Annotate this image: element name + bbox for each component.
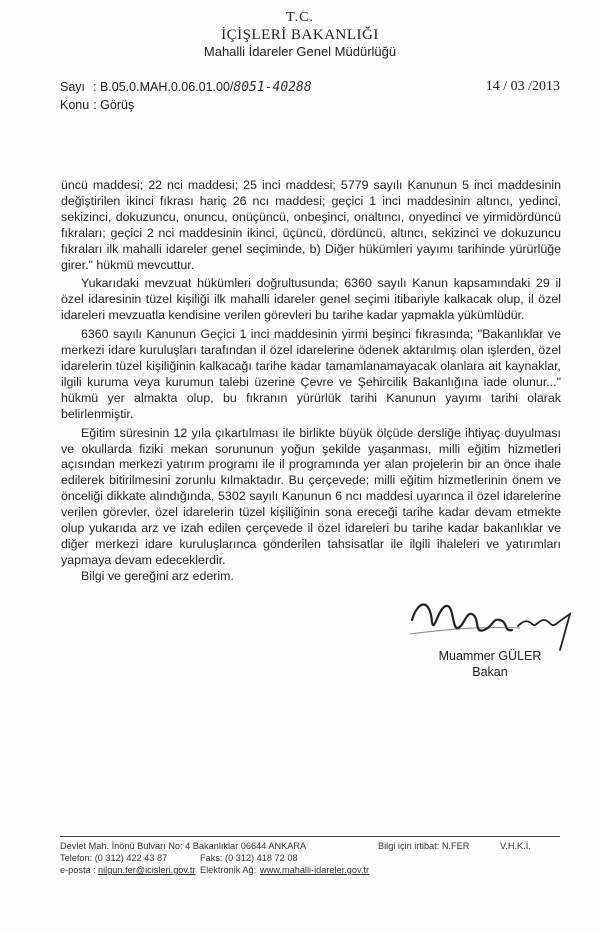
footer-email-link[interactable]: nilgun.fer@icisleri.gov.tr	[98, 865, 196, 875]
body-paragraph-5: Bilgi ve gereğini arz ederim.	[81, 568, 234, 583]
signer-title: Bakan	[472, 665, 508, 679]
footer-contact-person: Bilgi için irtibat: N.FER	[378, 841, 470, 851]
letterhead-directorate: Mahalli İdareler Genel Müdürlüğü	[203, 44, 397, 59]
letter-date: 14 / 03 /2013	[485, 79, 560, 94]
body-paragraph-1: üncü maddesi; 22 nci maddesi; 25 inci maddesi; 5779 sayılı Kanunun 5 inci maddesinin değiştirilen ikinci fıkrası hariç 26 ncı maddesi; geçici 1 inci maddesinin altıncı, yedinci, sekizinci, dokuzuncu, onuncu, onüçüncü, onbeşinci, onaltıncı, onyedinci ve yirmidördüncü fıkraları; geçici 2 nci maddesinin ikinci, üçüncü, dördüncü, altıncı, sekizinci ve dokuzuncu fıkraları ilk mahalli idareler genel seçiminde, b) Diğer hükümleri yayımı tarihinde yürürlüğe girer." hükmü mevcuttur.	[61, 178, 561, 272]
footer-row-1	[60, 840, 570, 852]
footer-fax: Faks: (0 312) 418 72 08	[200, 853, 298, 863]
body-paragraph-2: Yukarıdaki mevzuat hükümleri doğrultusunda; 6360 sayılı Kanun kapsamındaki 29 il özel idaresinin tüzel kişiliği ilk mahalli idareler genel seçimi itibariyle kalkacak olup, il özel idareleri mevzuatla kendisine verilen görevleri bu tarihe kadar yapmakla yükümlüdür.	[61, 276, 561, 323]
letterhead-ministry: İÇİŞLERİ BAKANLIĞI	[221, 27, 379, 43]
letterhead	[0, 10, 600, 60]
body-paragraph-4: Eğitim süresinin 12 yıla çıkartılması ile birlikte büyük ölçüde dersliğe ihtiyaç duyulması ve okullarda fiziki mekan sorununun yoğun şekilde yaşanması, milli eğitim hizmetleri açısından merkezi yatırım programı ile il programında yer alan projelerin bir an önce ihale edilerek bitirilmesini zorunlu kılmaktadır. Bu çerçevede; milli eğitim hizmetlerinin önem ve önceliği dikkate alındığında, 5302 sayılı Kanunun 6 ncı maddesi uyarınca il özel idarelerine verilen görevler, özel idarelerin tüzel kişiliğinin sona ereceği tarihe kadar devam etmekte olup yukarıda arz ve izah edilen çerçevede il özel idareleri bu tarihe kadar bakanlıklar ve diğer merkezi idare kuruluşlarınca gönderilen tahsisatlar ile ilgili ihaleleri ve yatırımları yapmaya devam edeceklerdir.	[61, 425, 561, 567]
letter-body	[61, 178, 561, 585]
body-paragraph-3: 6360 sayılı Kanunun Geçici 1 inci maddesinin yirmi beşinci fıkrasında; "Bakanlıklar ve merkezi idare kuruluşları tarafından il özel idarelerine ödenek aktarılmış olan işlerden, özel idarelerin tüzel kişiliğinin kalkacağı tarihe kadar tamamlanamayacak olanlara ait kaynaklar, ilgili kuruma veya kurumun talebi üzerine Çevre ve Şehircilik Bakanlığına iade olunur..." hükmü yer almakta olup, bu fıkranın yürürlük tarihi Kanunun yayımı tarihi olarak belirlenmiştir.	[61, 327, 561, 421]
sayi-label: Sayı	[60, 80, 86, 94]
footer-address: Devlet Mah. İnönü Bulvarı No: 4 Bakanlıklar 06644 ANKARA	[60, 841, 307, 851]
letterhead-tc: T.C.	[286, 10, 314, 25]
signer-block	[430, 648, 550, 680]
sayi-handwritten-number: 8051-40288	[233, 80, 312, 95]
footer-row-2	[60, 852, 570, 864]
sayi-value: : B.05.0.MAH.0.06.01.00/	[93, 80, 234, 94]
footer-divider	[60, 836, 560, 837]
letter-footer	[60, 840, 570, 876]
footer-email-label: e-posta :	[60, 865, 96, 875]
konu-value: : Görüş	[93, 98, 135, 112]
konu-label: Konu	[60, 98, 90, 112]
footer-web-link[interactable]: www.mahalli-idareler.gov.tr	[260, 865, 370, 875]
sayi-row	[60, 78, 560, 96]
footer-contact-title: V.H.K.İ.	[500, 841, 531, 851]
footer-web-label: Elektronik Ağ:	[200, 865, 257, 875]
konu-row	[60, 96, 560, 114]
footer-row-3	[60, 864, 570, 876]
signer-name: Muammer GÜLER	[438, 649, 542, 663]
footer-phone: Telefon: (0 312) 422 43 87	[60, 853, 168, 863]
letter-meta	[60, 78, 560, 114]
